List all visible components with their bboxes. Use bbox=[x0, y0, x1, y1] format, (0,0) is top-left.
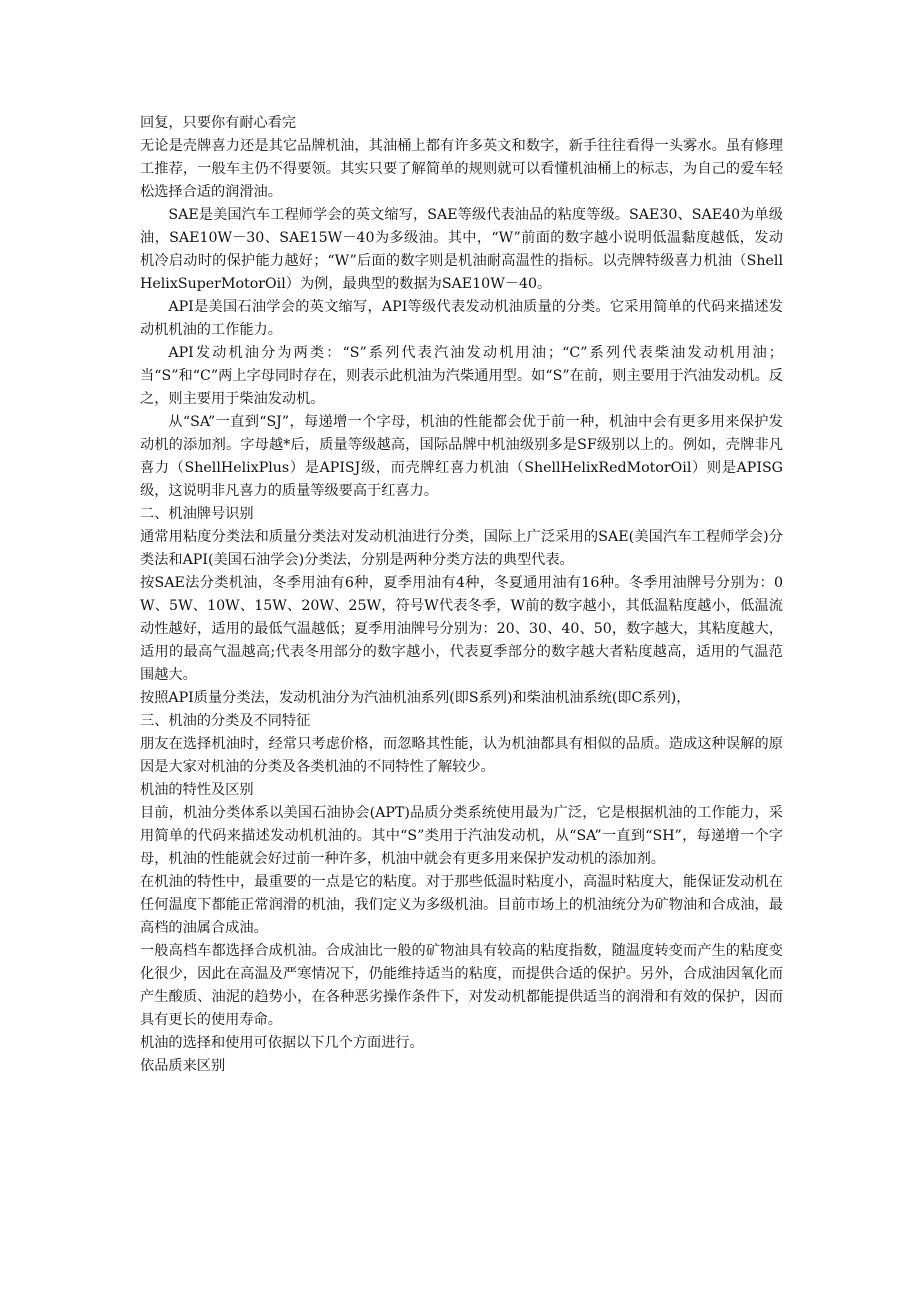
paragraph-sae: SAE是美国汽车工程师学会的英文缩写，SAE等级代表油品的粘度等级。SAE30、SAE40为单级油，SAE10W－30、SAE15W－40为多级油。其中，“W”前面的数字越小说明低温黏度越低，发动机冷启动时的保护能力越好；“W”后面的数字则是机油耐高温性的指标。以壳牌特级喜力机油（ShellHelixSuperMotorOil）为例，最典型的数据为SAE10W－40。 bbox=[140, 207, 783, 292]
document-body bbox=[140, 112, 783, 1078]
subheading-oil-characteristics: 机油的特性及区别 bbox=[140, 782, 254, 798]
section-heading-oil-types: 三、机油的分类及不同特征 bbox=[140, 713, 311, 729]
paragraph-sae-classes: 按SAE法分类机油，冬季用油有6种，夏季用油有4种，冬夏通用油有16种。冬季用油牌号分别为：0W、5W、10W、15W、20W、25W，符号W代表冬季，W前的数字越小，其低温粘度越小，低温流动性越好，适用的最低气温越低；夏季用油牌号分别为：20、30、40、50，数字越大，其粘度越大，适用的最高气温越高;代表冬用部分的数字越小，代表夏季部分的数字越大者粘度越高，适用的气温范围越大。 bbox=[140, 575, 783, 683]
paragraph-intro-reply: 回复，只要你有耐心看完 bbox=[140, 115, 297, 131]
paragraph-synthetic-oil: 一般高档车都选择合成机油。合成油比一般的矿物油具有较高的粘度指数，随温度转变而产生的粘度变化很少，因此在高温及严寒情况下，仍能维持适当的粘度，而提供合适的保护。另外，合成油因氧化而产生酸质、油泥的趋势小，在各种恶劣操作条件下，对发动机都能提供适当的润滑和有效的保护，因而具有更长的使用寿命。 bbox=[140, 943, 783, 1028]
paragraph-api-grades: 从“SA”一直到“SJ”，每递增一个字母，机油的性能都会优于前一种，机油中会有更多用来保护发动机的添加剂。字母越*后，质量等级越高，国际品牌中机油级别多是SF级别以上的。例如，壳牌非凡喜力（ShellHelixPlus）是APISJ级，而壳牌红喜力机油（ShellHelixRedMotorOil）则是APISG级，这说明非凡喜力的质量等级要高于红喜力。 bbox=[140, 414, 783, 499]
paragraph-intro: 无论是壳牌喜力还是其它品牌机油，其油桶上都有许多英文和数字，新手往往看得一头雾水。虽有修理工推荐，一般车主仍不得要领。其实只要了解简单的规则就可以看懂机油桶上的标志，为自己的爱车轻松选择合适的润滑油。 bbox=[140, 138, 783, 200]
subheading-by-quality: 依品质来区别 bbox=[140, 1058, 226, 1074]
paragraph-api-types: API发动机油分为两类：“S”系列代表汽油发动机用油；“C”系列代表柴油发动机用油；当“S”和“C”两上字母同时存在，则表示此机油为汽柴通用型。如“S”在前，则主要用于汽油发动机。反之，则主要用于柴油发动机。 bbox=[140, 345, 783, 407]
paragraph-selection: 机油的选择和使用可依据以下几个方面进行。 bbox=[140, 1035, 424, 1051]
paragraph-classification: 通常用粘度分类法和质量分类法对发动机油进行分类，国际上广泛采用的SAE(美国汽车工程师学会)分类法和API(美国石油学会)分类法，分别是两种分类方法的典型代表。 bbox=[140, 529, 783, 568]
paragraph-misunderstanding: 朋友在选择机油时，经常只考虑价格，而忽略其性能，认为机油都具有相似的品质。造成这种误解的原因是大家对机油的分类及各类机油的不同特性了解较少。 bbox=[140, 736, 783, 775]
paragraph-api-system: 目前，机油分类体系以美国石油协会(APT)品质分类系统使用最为广泛，它是根据机油的工作能力，采用简单的代码来描述发动机机油的。其中“S”类用于汽油发动机，从“SA”一直到“SH”，每递增一个字母，机油的性能就会好过前一种许多，机油中就会有更多用来保护发动机的添加剂。 bbox=[140, 805, 783, 867]
paragraph-api-classes: 按照API质量分类法，发动机油分为汽油机油系列(即S系列)和柴油机油系统(即C系列)， bbox=[140, 690, 691, 706]
section-heading-oil-grade: 二、机油牌号识别 bbox=[140, 506, 254, 522]
paragraph-viscosity: 在机油的特性中，最重要的一点是它的粘度。对于那些低温时粘度小，高温时粘度大，能保证发动机在任何温度下都能正常润滑的机油，我们定义为多级机油。目前市场上的机油统分为矿物油和合成油，最高档的油属合成油。 bbox=[140, 874, 783, 936]
paragraph-api: API是美国石油学会的英文缩写，API等级代表发动机油质量的分类。它采用简单的代码来描述发动机机油的工作能力。 bbox=[140, 299, 783, 338]
